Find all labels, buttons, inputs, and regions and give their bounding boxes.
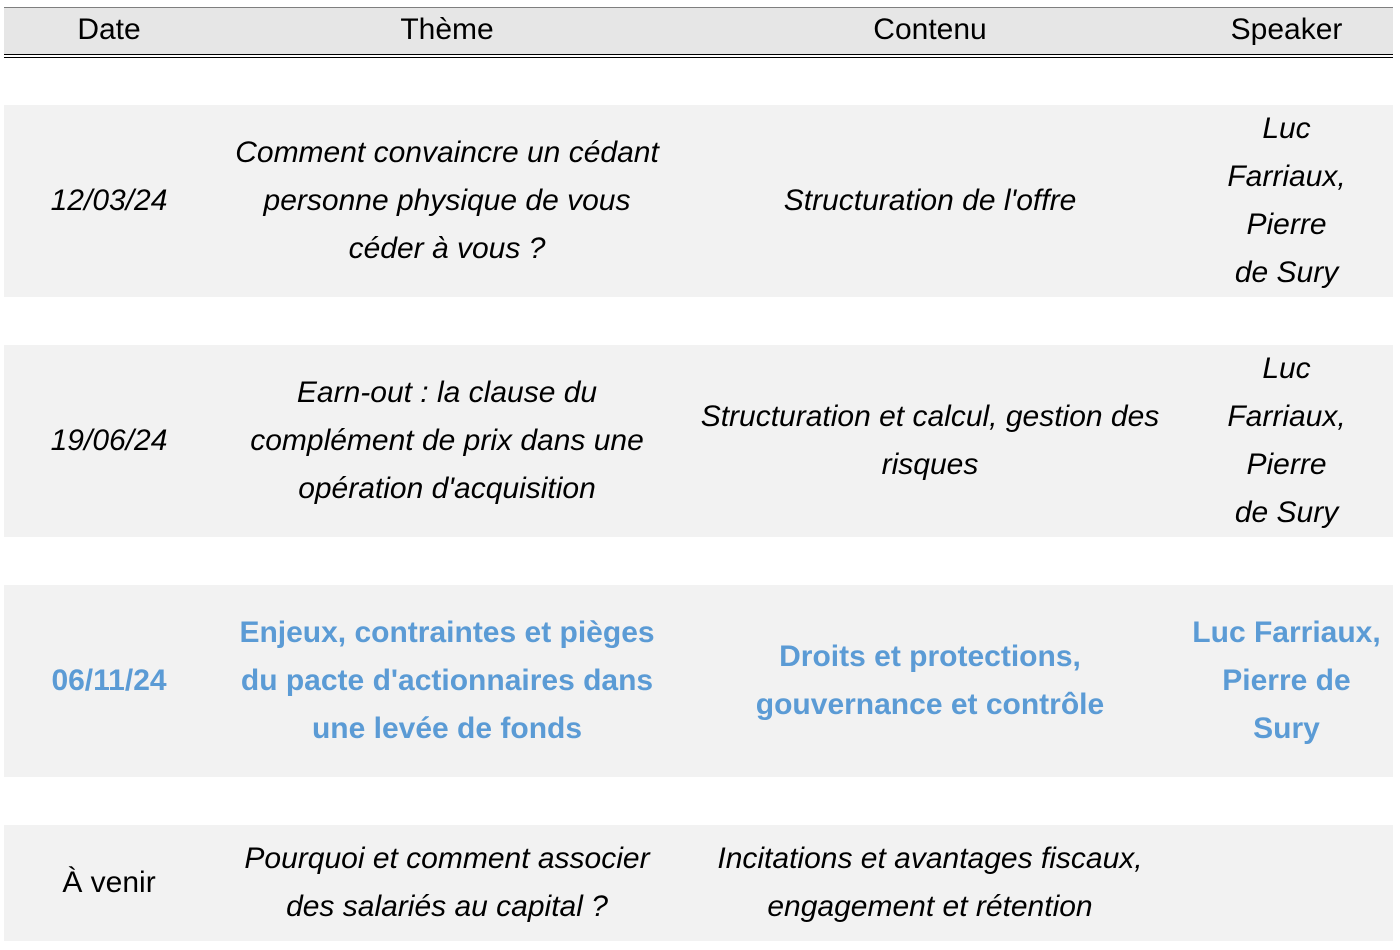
row-date: 19/06/24	[50, 424, 168, 457]
row-date: 06/11/24	[51, 664, 167, 697]
row-speaker	[1180, 825, 1393, 941]
header-content: Contenu	[873, 13, 987, 46]
header-speaker: Speaker	[1230, 13, 1343, 46]
row-speaker: Luc Farriaux, Pierre de Sury	[1227, 352, 1346, 529]
row-content: Incitations et avantages fiscaux, engagement et rétention	[717, 842, 1143, 923]
row-date: À venir	[62, 866, 156, 899]
row-content: Structuration de l'offre	[783, 184, 1077, 217]
row-theme: Enjeux, contraintes et pièges du pacte d'actionnaires dans une levée de fonds	[239, 616, 655, 745]
row-date: 12/03/24	[50, 184, 168, 217]
header-theme: Thème	[400, 13, 494, 46]
row-theme: Comment convaincre un cédant personne physique de vous céder à vous ?	[235, 136, 659, 265]
header-divider	[4, 54, 1393, 55]
row-speaker: Luc Farriaux, Pierre de Sury	[1192, 616, 1381, 745]
row-theme: Pourquoi et comment associer des salariés au capital ?	[244, 842, 650, 923]
row-content: Structuration et calcul, gestion des risques	[700, 400, 1160, 481]
header-divider-double	[4, 57, 1393, 58]
header-date: Date	[77, 13, 141, 46]
row-content: Droits et protections, gouvernance et contrôle	[755, 640, 1105, 721]
row-speaker: Luc Farriaux, Pierre de Sury	[1227, 112, 1346, 289]
row-theme: Earn-out : la clause du complément de prix dans une opération d'acquisition	[250, 376, 644, 505]
